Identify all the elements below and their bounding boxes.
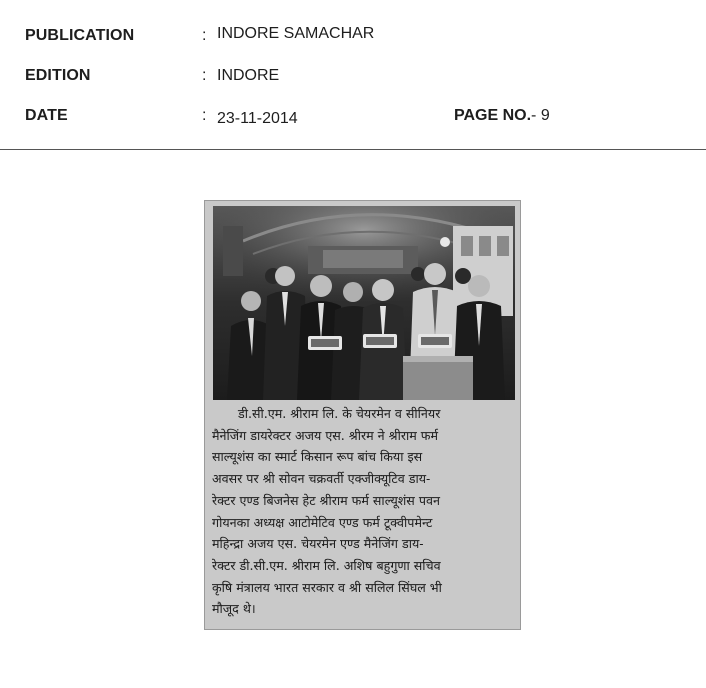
page-number <box>454 107 550 125</box>
caption-line: रेक्टर डी.सी.एम. श्रीराम लि. अशिष बहुगुणा सचिव <box>212 557 441 573</box>
date-row <box>0 107 706 131</box>
edition-row <box>0 67 706 91</box>
news-photo-illustration <box>213 206 515 400</box>
edition-colon: : <box>202 67 207 84</box>
publication-label: PUBLICATION <box>25 27 135 44</box>
newspaper-clipping <box>204 200 521 630</box>
caption-line: साल्यूशंस का स्मार्ट किसान रूप बांच किया इस <box>212 449 423 465</box>
caption-line: मैनेजिंग डायरेक्टर अजय एस. श्रीरम ने श्रीराम फर्म <box>212 427 439 443</box>
caption-line: अवसर पर श्री सोवन चक्रवर्ती एक्जीक्यूटिव डाय- <box>212 471 431 487</box>
caption-line: मौजूद थे। <box>212 601 256 617</box>
date-colon: : <box>202 107 207 124</box>
page-number-label: PAGE NO. <box>454 107 532 124</box>
date-label: DATE <box>25 107 68 124</box>
page-number-value: - 9 <box>531 107 550 124</box>
caption-line: गोयनका अध्यक्ष आटोमेटिव एण्ड फर्म टूक्वीपमेन्ट <box>212 514 433 530</box>
publication-value: INDORE SAMACHAR <box>217 25 375 42</box>
news-photo <box>213 206 515 400</box>
publication-row <box>0 27 706 51</box>
caption-line: कृषि मंत्रालय भारत सरकार व श्री सलिल सिंघल भी <box>212 579 442 595</box>
edition-label: EDITION <box>25 67 91 84</box>
edition-value: INDORE <box>217 67 280 84</box>
date-value: 23-11-2014 <box>217 110 298 127</box>
caption-line: रेक्टर एण्ड बिजनेस हेट श्रीराम फर्म साल्यूशंस पवन <box>212 492 440 508</box>
news-caption <box>212 403 517 620</box>
caption-line: डी.सी.एम. श्रीराम लि. के चेयरमेन व सीनियर <box>238 406 441 421</box>
caption-line: महिन्द्रा अजय एस. चेयरमेन एण्ड मैनेजिंग डाय- <box>212 536 424 552</box>
publication-colon: : <box>202 27 207 44</box>
header-divider <box>0 149 706 150</box>
